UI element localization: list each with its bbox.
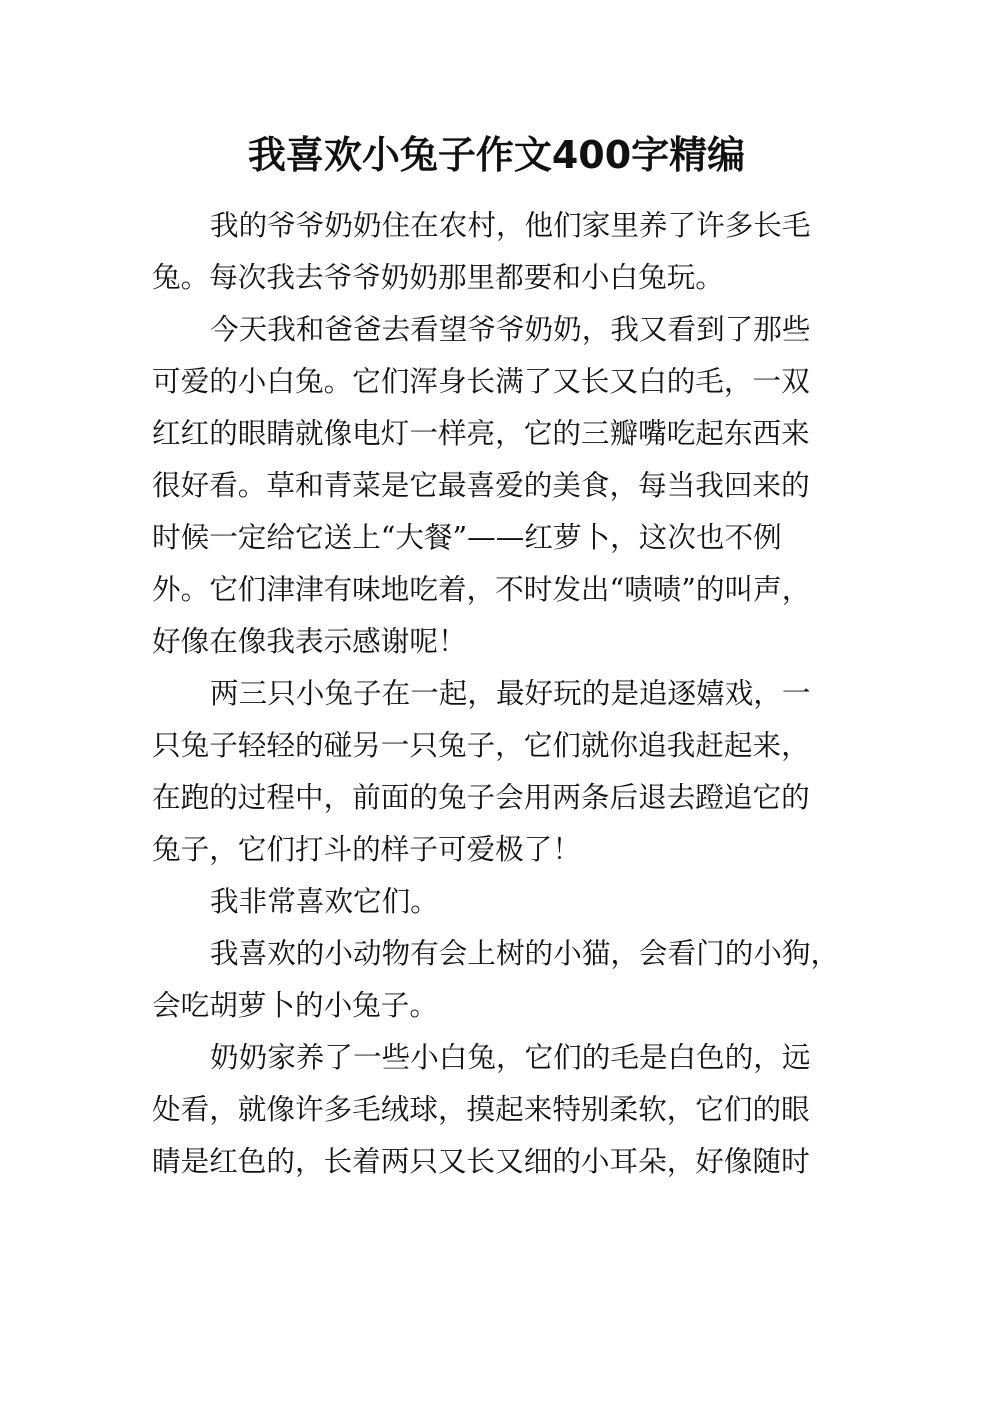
paragraph: [152, 1031, 872, 1187]
text-line: 可爱的小白兔。它们浑身长满了又长又白的毛，一双: [152, 364, 810, 398]
paragraph: [152, 875, 872, 927]
text-line: 在跑的过程中，前面的兔子会用两条后退去蹬追它的: [152, 780, 810, 814]
text-line: 兔子，它们打斗的样子可爱极了！: [152, 832, 581, 866]
text-line: 红红的眼睛就像电灯一样亮，它的三瓣嘴吃起东西来: [152, 416, 810, 450]
paragraph: [152, 667, 872, 875]
text-line: 处看，就像许多毛绒球，摸起来特别柔软，它们的眼: [152, 1092, 810, 1126]
text-line: 我喜欢的小动物有会上树的小猫，会看门的小狗，: [210, 936, 840, 970]
text-line: 只兔子轻轻的碰另一只兔子，它们就你追我赶起来，: [152, 728, 810, 762]
document-body: [152, 199, 872, 1187]
paragraph: [152, 927, 872, 1031]
text-line: 兔。每次我去爷爷奶奶那里都要和小白兔玩。: [152, 260, 724, 294]
text-line: 时候一定给它送上“大餐”——红萝卜，这次也不例: [152, 520, 782, 554]
text-line: 我非常喜欢它们。: [210, 884, 439, 918]
text-line: 奶奶家养了一些小白兔，它们的毛是白色的，远: [210, 1040, 811, 1074]
text-line: 今天我和爸爸去看望爷爷奶奶，我又看到了那些: [210, 312, 811, 346]
text-line: 睛是红色的，长着两只又长又细的小耳朵，好像随时: [152, 1144, 810, 1178]
text-line: 好像在像我表示感谢呢！: [152, 624, 467, 658]
paragraph: [152, 199, 872, 303]
document-title: 我喜欢小兔子作文400字精编: [247, 133, 746, 177]
text-line: 外。它们津津有味地吃着，不时发出“啧啧”的叫声，: [152, 572, 811, 606]
paragraph: [152, 303, 872, 667]
text-line: 两三只小兔子在一起，最好玩的是追逐嬉戏，一: [210, 676, 811, 710]
text-line: 很好看。草和青菜是它最喜爱的美食，每当我回来的: [152, 468, 810, 502]
text-line: 会吃胡萝卜的小兔子。: [152, 988, 438, 1022]
text-line: 我的爷爷奶奶住在农村，他们家里养了许多长毛: [210, 208, 811, 242]
